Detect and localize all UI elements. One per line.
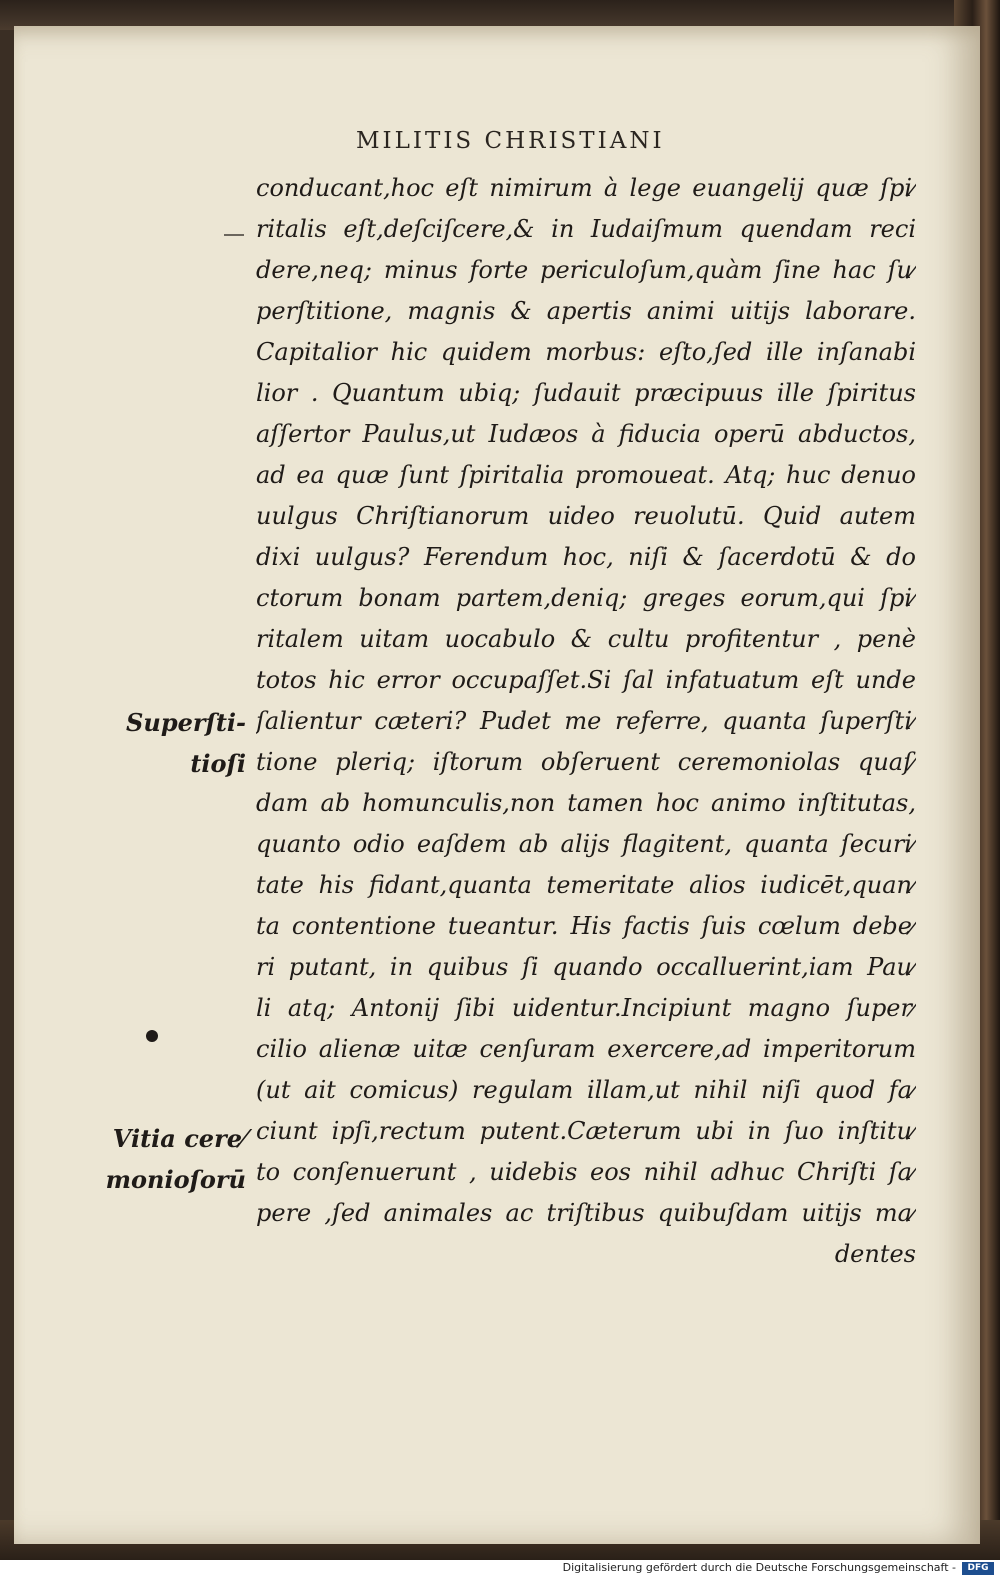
catchword: dentes	[834, 1240, 916, 1268]
text-line: ta contentione tueantur. His factis ſuis cœlum debe⁄	[256, 912, 916, 940]
text-line: perſtitione, magnis & apertis animi uitijs laborare.	[256, 297, 916, 325]
text-line: to conſenuerunt , uidebis eos nihil adhuc Chriſti ſa⁄	[256, 1158, 916, 1186]
text-line: ciunt ipſi,rectum putent.Cæterum ubi in ſuo inſtitu⁄	[256, 1117, 916, 1145]
text-line: ritalis eſt,deſciſcere,& in Iudaiſmum quendam reci	[256, 215, 916, 243]
funding-credit: Digitalisierung gefördert durch die Deutsche Forschungsgemeinschaft -	[562, 1561, 956, 1574]
text-line: (ut ait comicus) regulam illam,ut nihil niſi quod fa⁄	[256, 1076, 916, 1104]
text-line: dere,neq; minus forte periculoſum,quàm ſine hac ſu⁄	[256, 256, 916, 284]
text-line: dam ab homunculis,non tamen hoc animo inſtitutas,	[256, 789, 916, 817]
dfg-logo: DFG	[962, 1562, 994, 1575]
text-line: totos hic error occupaſſet.Si ſal infatuatum eſt unde	[256, 666, 916, 694]
text-line: ctorum bonam partem,deniq; greges eorum,qui ſpi⁄	[256, 584, 916, 612]
body-text	[256, 168, 916, 1275]
text-line: aſſertor Paulus,ut Iudæos à fiducia operū abductos,	[256, 420, 916, 448]
text-line: ſalientur cæteri? Pudet me referre, quanta ſuperſti⁄	[256, 707, 916, 735]
text-line: conducant,hoc eſt nimirum à lege euangelij quæ ſpi⁄	[256, 174, 916, 202]
text-line: ritalem uitam uocabulo & cultu profitentur , penè	[256, 625, 916, 653]
text-line: uulgus Chriſtianorum uideo reuolutū. Quid autem	[256, 502, 916, 530]
text-line: li atq; Antonij ſibi uidentur.Incipiunt magno ſuper⁄	[256, 994, 916, 1022]
margin-note-line: monioſorū	[105, 1165, 246, 1194]
text-line: tate his fidant,quanta temeritate alios iudicēt,quan⁄	[256, 871, 916, 899]
text-line: tione pleriq; iſtorum obſeruent ceremoniolas quaſ⁄	[256, 748, 916, 776]
text-line: lior . Quantum ubiq; ſudauit præcipuus ille ſpiritus	[256, 379, 916, 407]
ink-dot	[146, 1030, 158, 1042]
margin-note-line: Superſti-	[126, 708, 246, 737]
text-line: Capitalior hic quidem morbus: eſto,ſed ille inſanabi	[256, 338, 916, 366]
margin-note-vitia	[60, 1118, 246, 1200]
text-line: cilio alienæ uitæ cenſuram exercere,ad imperitorum	[256, 1035, 916, 1063]
text-line: quanto odio eaſdem ab alijs flagitent, quanta ſecuri⁄	[256, 830, 916, 858]
text-line: ri putant, in quibus ſi quando occalluerint,iam Pau⁄	[256, 953, 916, 981]
running-header: MILITIS CHRISTIANI	[356, 128, 665, 154]
text-line: pere ,ſed animales ac triſtibus quibuſdam uitijs ma⁄	[256, 1199, 916, 1227]
margin-dash	[224, 234, 244, 236]
text-line: ad ea quæ ſunt ſpiritalia promoueat. Atq; huc denuo	[256, 461, 916, 489]
margin-note-line: tioſi	[190, 749, 246, 778]
text-line: dixi uulgus? Ferendum hoc, niſi & ſacerdotū & do	[256, 543, 916, 571]
margin-note-superstitiosi	[96, 702, 246, 784]
margin-note-line: Vitia cere⁄	[112, 1124, 246, 1153]
footer-bar	[0, 1560, 1000, 1578]
